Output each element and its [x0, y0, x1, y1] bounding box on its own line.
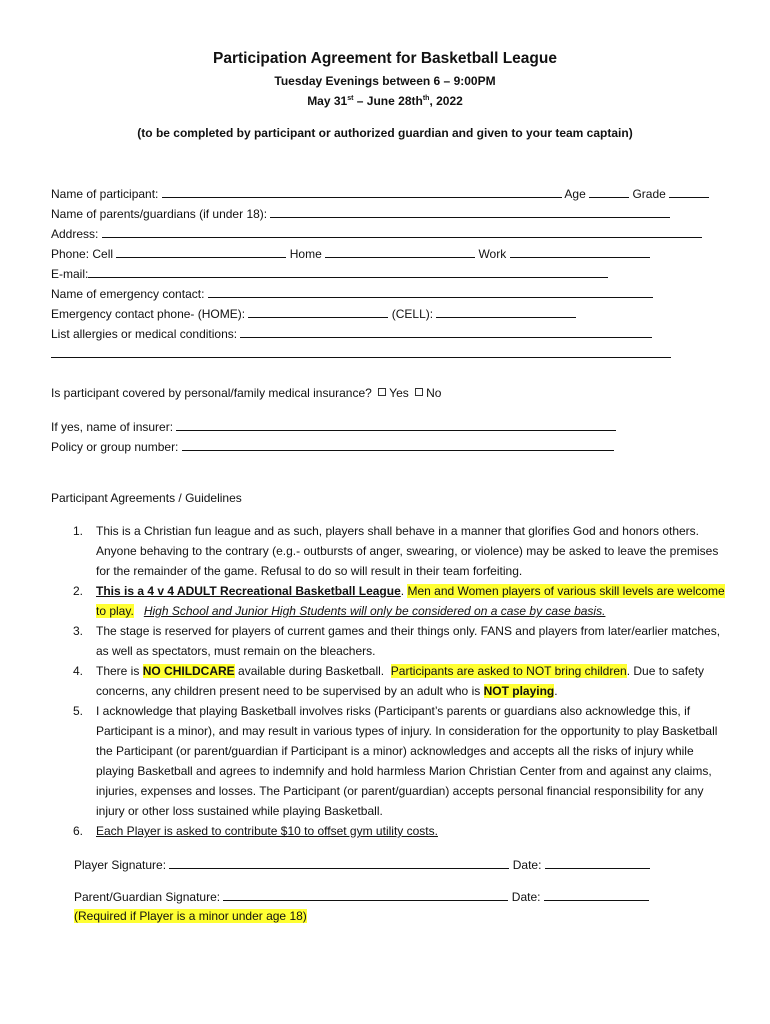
parents-row: [51, 206, 670, 221]
yes-checkbox[interactable]: [378, 388, 386, 396]
no-children-highlight: Participants are asked to NOT bring children: [390, 664, 627, 678]
insurance-question: Is participant covered by personal/family medical insurance?: [51, 386, 372, 400]
parent-signature-field[interactable]: [223, 889, 508, 901]
parents-field[interactable]: [270, 206, 670, 218]
document-title: Participation Agreement for Basketball League: [213, 50, 557, 67]
guideline-text-d: .: [554, 684, 558, 698]
work-label: Work: [478, 247, 507, 261]
guideline-text: This is a Christian fun league and as such, players shall behave in a manner that glorifies God and honors others. Anyone behaving to the contrary (e.g.- outbursts of anger, swearing, or violence) may be asked to leave the premises for the remainder of the game. Refusal to do so will result in their team forfeiting.: [96, 524, 719, 578]
parent-signature-label: Parent/Guardian Signature:: [74, 890, 221, 904]
welcome-highlight: Men and Women players of various skill levels are welcome to play.: [96, 584, 725, 618]
allergies-label: List allergies or medical conditions:: [51, 327, 238, 341]
email-field[interactable]: [88, 266, 608, 278]
work-phone-field[interactable]: [510, 246, 650, 258]
guideline-number: 2.: [73, 584, 84, 598]
guideline-dot: .: [400, 584, 405, 598]
not-playing-text: NOT playing: [483, 684, 555, 698]
emergency-phone-label: Emergency contact phone- (HOME):: [51, 307, 246, 321]
policy-row: [51, 439, 614, 454]
schedule-line: Tuesday Evenings between 6 – 9:00PM: [274, 74, 496, 88]
insurance-question-row: [51, 386, 441, 400]
player-date-field[interactable]: [545, 857, 650, 869]
dates-line: [0, 94, 770, 108]
parents-label: Name of parents/guardians (if under 18):: [51, 207, 268, 221]
dates-middle: – June 28th: [356, 94, 423, 108]
allergies-row: [51, 326, 652, 341]
email-row: [51, 266, 608, 281]
guideline-item-6: [51, 821, 731, 841]
dates-year: , 2022: [429, 94, 463, 108]
guideline-text-c: . Due to safety concerns, any children present need to be supervised by an adult who is: [96, 664, 705, 698]
email-label: E-mail:: [51, 267, 89, 281]
guideline-number: 3.: [73, 624, 84, 638]
participant-label: Name of participant:: [51, 187, 159, 201]
emergency-phone-row: [51, 306, 576, 321]
emergency-cell-phone-field[interactable]: [436, 306, 576, 318]
guideline-text: I acknowledge that playing Basketball involves risks (Participant’s parents or guardians also acknowledge this, if Participant is a minor), and may result in various types of injury. In consideration for the opportunity to play Basketball the Participant (or parent/guardian if Participant is a minor) acknowledges and accepts all the risks of injury while playing Basketball and agrees to indemnify and hold harmless Marion Christian Center from and against any claims, injuries, expenses and losses. The Participant (or parent/guardian) accepts personal financial responsibility for any injury or other loss sustained while playing Basketball.: [96, 704, 718, 818]
guideline-item-3: [51, 621, 731, 661]
emergency-name-field[interactable]: [208, 286, 653, 298]
guideline-item-5: [51, 701, 731, 821]
age-label: Age: [564, 187, 586, 201]
dates-sup-1: st: [347, 95, 354, 102]
policy-label: Policy or group number:: [51, 440, 179, 454]
insurer-field[interactable]: [176, 419, 616, 431]
guideline-number: 6.: [73, 824, 84, 838]
phone-row: [51, 246, 650, 261]
grade-label: Grade: [632, 187, 666, 201]
player-signature-label: Player Signature:: [74, 858, 167, 872]
insurer-row: [51, 419, 616, 434]
allergies-field-continued[interactable]: [51, 346, 671, 358]
insurer-label: If yes, name of insurer:: [51, 420, 174, 434]
cell-phone-field[interactable]: [116, 246, 286, 258]
parent-signature-row: [74, 889, 649, 904]
guideline-item-4: [51, 661, 731, 701]
policy-field[interactable]: [182, 439, 614, 451]
dates-sup-2: th: [422, 95, 430, 102]
phone-cell-label: Phone: Cell: [51, 247, 114, 261]
player-date-label: Date:: [512, 858, 542, 872]
parent-date-field[interactable]: [544, 889, 649, 901]
emergency-name-row: [51, 286, 653, 301]
address-row: [51, 226, 702, 241]
player-signature-field[interactable]: [169, 857, 509, 869]
player-signature-row: [74, 857, 650, 872]
guideline-number: 4.: [73, 664, 84, 678]
allergies-row-2: [51, 346, 671, 361]
instructions-line: (to be completed by participant or authorized guardian and given to your team captain): [137, 126, 633, 140]
no-label: No: [426, 386, 442, 400]
emergency-cell-label: (CELL):: [391, 307, 434, 321]
guideline-number: 5.: [73, 704, 84, 718]
minor-note-row: [74, 909, 307, 923]
students-note: High School and Junior High Students will only be considered on a case by case basis.: [143, 604, 606, 618]
guidelines-list: [51, 521, 731, 841]
grade-field[interactable]: [669, 186, 709, 198]
address-label: Address:: [51, 227, 99, 241]
emergency-name-label: Name of emergency contact:: [51, 287, 205, 301]
guideline-text: The stage is reserved for players of current games and their things only. FANS and players from later/earlier matches, as well as spectators, must remain on the bleachers.: [96, 624, 721, 658]
guideline-item-1: [51, 521, 731, 581]
dates-start: May 31: [307, 94, 348, 108]
yes-label: Yes: [389, 386, 409, 400]
guidelines-heading: Participant Agreements / Guidelines: [51, 491, 242, 505]
parent-date-label: Date:: [511, 890, 541, 904]
guideline-item-2: [51, 581, 731, 621]
allergies-field[interactable]: [240, 326, 652, 338]
guideline-text-a: There is: [96, 664, 143, 678]
address-field[interactable]: [102, 226, 702, 238]
participant-name-field[interactable]: [162, 186, 562, 198]
emergency-home-phone-field[interactable]: [248, 306, 388, 318]
guideline-number: 1.: [73, 524, 84, 538]
minor-note: (Required if Player is a minor under age 18): [74, 909, 307, 923]
no-checkbox[interactable]: [415, 388, 423, 396]
age-field[interactable]: [589, 186, 629, 198]
home-phone-field[interactable]: [325, 246, 475, 258]
guideline-text: Each Player is asked to contribute $10 to offset gym utility costs.: [96, 824, 438, 838]
league-type-text: This is a 4 v 4 ADULT Recreational Basketball League: [96, 584, 401, 598]
no-childcare-text: NO CHILDCARE: [142, 664, 235, 678]
home-label: Home: [289, 247, 322, 261]
participant-row: [51, 186, 709, 201]
guideline-text-b: available during Basketball.: [234, 664, 391, 678]
